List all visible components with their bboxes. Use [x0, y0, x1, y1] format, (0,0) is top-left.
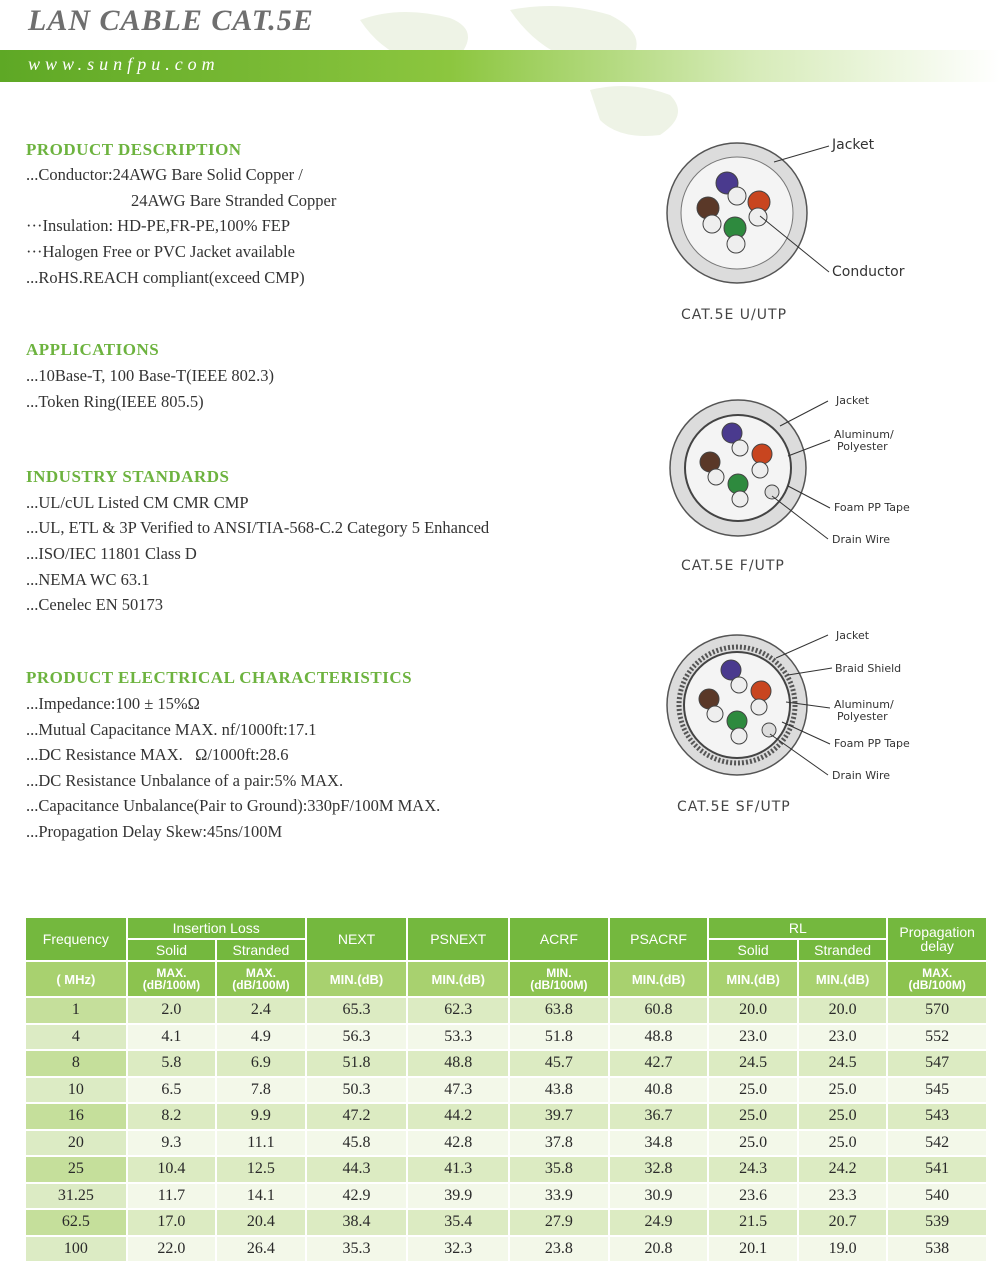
unit-psnext: MIN.(dB): [408, 962, 508, 996]
value-cell: 25.0: [799, 1078, 886, 1103]
header-delay-label: delay: [920, 938, 954, 954]
frequency-cell: 8: [26, 1051, 126, 1076]
standards-line: ...UL, ETL & 3P Verified to ANSI/TIA-568-C.2 Category 5 Enhanced: [26, 518, 490, 537]
value-cell: 12.5: [217, 1157, 305, 1182]
sfutp-label-braid-shield: Braid Shield: [835, 662, 902, 675]
table-row: [26, 1131, 986, 1156]
value-cell: 47.3: [408, 1078, 508, 1103]
header-psacrf: PSACRF: [610, 918, 708, 960]
value-cell: 23.8: [510, 1237, 608, 1262]
frequency-cell: 16: [26, 1104, 126, 1129]
header-il-stranded: Stranded: [217, 940, 305, 960]
header-rl-solid: Solid: [709, 940, 796, 960]
value-cell: 63.8: [510, 998, 608, 1023]
value-cell: 11.7: [128, 1184, 215, 1209]
table-row: [26, 1157, 986, 1182]
value-cell: 541: [888, 1157, 986, 1182]
value-cell: 32.8: [610, 1157, 708, 1182]
value-cell: 51.8: [510, 1025, 608, 1050]
utp-caption: CAT.5E U/UTP: [681, 307, 788, 323]
electrical-line: ...Propagation Delay Skew:45ns/100M: [26, 822, 283, 841]
standards-line: ...UL/cUL Listed CM CMR CMP: [26, 493, 249, 512]
description-line: ...Conductor:24AWG Bare Solid Copper /: [26, 165, 303, 184]
value-cell: 570: [888, 998, 986, 1023]
description-line: ···Insulation: HD-PE,FR-PE,100% FEP: [26, 216, 290, 235]
header-next: NEXT: [307, 918, 407, 960]
unit-il-solid: [128, 962, 215, 996]
value-cell: 32.3: [408, 1237, 508, 1262]
header-insertion-loss: Insertion Loss: [128, 918, 305, 938]
value-cell: 42.9: [307, 1184, 407, 1209]
value-cell: 19.0: [799, 1237, 886, 1262]
value-cell: 8.2: [128, 1104, 215, 1129]
value-cell: 42.8: [408, 1131, 508, 1156]
standards-line: ...Cenelec EN 50173: [26, 595, 164, 614]
value-cell: 25.0: [709, 1078, 796, 1103]
value-cell: 62.3: [408, 998, 508, 1023]
unit-db-label: (dB/100M): [232, 978, 290, 992]
frequency-cell: 20: [26, 1131, 126, 1156]
sfutp-label-foam-tape: Foam PP Tape: [834, 737, 910, 750]
value-cell: 20.0: [709, 998, 796, 1023]
value-cell: 24.5: [799, 1051, 886, 1076]
unit-db-label: (dB/100M): [530, 978, 588, 992]
electrical-heading: PRODUCT ELECTRICAL CHARACTERISTICS: [26, 668, 413, 687]
frequency-cell: 25: [26, 1157, 126, 1182]
value-cell: 20.7: [799, 1210, 886, 1235]
header-rl-stranded: Stranded: [799, 940, 886, 960]
value-cell: 25.0: [799, 1104, 886, 1129]
table-row: [26, 1237, 986, 1262]
value-cell: 22.0: [128, 1237, 215, 1262]
description-heading: PRODUCT DESCRIPTION: [26, 140, 242, 159]
value-cell: 7.8: [217, 1078, 305, 1103]
value-cell: 30.9: [610, 1184, 708, 1209]
applications-line: ...10Base-T, 100 Base-T(IEEE 802.3): [26, 366, 275, 385]
table-row: [26, 1104, 986, 1129]
value-cell: 36.7: [610, 1104, 708, 1129]
value-cell: 44.3: [307, 1157, 407, 1182]
applications-heading: APPLICATIONS: [26, 340, 160, 359]
value-cell: 20.4: [217, 1210, 305, 1235]
value-cell: 4.1: [128, 1025, 215, 1050]
value-cell: 23.3: [799, 1184, 886, 1209]
electrical-line: ...DC Resistance Unbalance of a pair:5% MAX.: [26, 771, 344, 790]
value-cell: 542: [888, 1131, 986, 1156]
header-frequency: Frequency: [26, 918, 126, 960]
value-cell: 41.3: [408, 1157, 508, 1182]
value-cell: 53.3: [408, 1025, 508, 1050]
futp-label-polyester: Polyester: [837, 440, 888, 453]
value-cell: 539: [888, 1210, 986, 1235]
table-row: [26, 1184, 986, 1209]
value-cell: 25.0: [709, 1104, 796, 1129]
value-cell: 6.5: [128, 1078, 215, 1103]
futp-label-foam-tape: Foam PP Tape: [834, 501, 910, 514]
value-cell: 20.8: [610, 1237, 708, 1262]
applications-line: ...Token Ring(IEEE 805.5): [26, 392, 204, 411]
futp-cable-diagram: [668, 396, 848, 556]
page-title: LAN CABLE CAT.5E: [28, 4, 314, 37]
value-cell: 45.7: [510, 1051, 608, 1076]
frequency-cell: 31.25: [26, 1184, 126, 1209]
value-cell: 43.8: [510, 1078, 608, 1103]
value-cell: 9.3: [128, 1131, 215, 1156]
value-cell: 38.4: [307, 1210, 407, 1235]
value-cell: 47.2: [307, 1104, 407, 1129]
spec-table-body: [26, 998, 986, 1261]
electrical-line: ...Impedance:100 ± 15%Ω: [26, 694, 200, 713]
value-cell: 23.0: [709, 1025, 796, 1050]
value-cell: 552: [888, 1025, 986, 1050]
value-cell: 11.1: [217, 1131, 305, 1156]
value-cell: 42.7: [610, 1051, 708, 1076]
sfutp-caption: CAT.5E SF/UTP: [677, 799, 791, 815]
unit-rl-solid: MIN.(dB): [709, 962, 796, 996]
unit-acrf: [510, 962, 608, 996]
futp-label-jacket: Jacket: [836, 394, 870, 407]
frequency-cell: 1: [26, 998, 126, 1023]
sfutp-label-aluminum: Aluminum/: [834, 698, 894, 711]
utp-cable-diagram: [664, 140, 994, 300]
value-cell: 5.8: [128, 1051, 215, 1076]
value-cell: 33.9: [510, 1184, 608, 1209]
frequency-cell: 10: [26, 1078, 126, 1103]
value-cell: 540: [888, 1184, 986, 1209]
standards-line: ...ISO/IEC 11801 Class D: [26, 544, 197, 563]
value-cell: 14.1: [217, 1184, 305, 1209]
value-cell: 35.4: [408, 1210, 508, 1235]
unit-il-stranded: [217, 962, 305, 996]
value-cell: 24.3: [709, 1157, 796, 1182]
table-row: [26, 998, 986, 1023]
value-cell: 21.5: [709, 1210, 796, 1235]
electrical-line: ...Capacitance Unbalance(Pair to Ground):330pF/100M MAX.: [26, 796, 441, 815]
value-cell: 65.3: [307, 998, 407, 1023]
value-cell: 26.4: [217, 1237, 305, 1262]
table-row: [26, 1025, 986, 1050]
header-propagation-label: Propagation: [899, 924, 975, 940]
value-cell: 17.0: [128, 1210, 215, 1235]
unit-max-label: MAX.: [922, 966, 953, 980]
sfutp-label-polyester: Polyester: [837, 710, 888, 723]
value-cell: 4.9: [217, 1025, 305, 1050]
unit-rl-stranded: MIN.(dB): [799, 962, 886, 996]
futp-label-aluminum: Aluminum/: [834, 428, 894, 441]
value-cell: 35.3: [307, 1237, 407, 1262]
website-banner: [0, 50, 1000, 82]
value-cell: 9.9: [217, 1104, 305, 1129]
header-acrf: ACRF: [510, 918, 608, 960]
value-cell: 23.0: [799, 1025, 886, 1050]
value-cell: 25.0: [709, 1131, 796, 1156]
value-cell: 34.8: [610, 1131, 708, 1156]
frequency-cell: 100: [26, 1237, 126, 1262]
table-row: [26, 1078, 986, 1103]
table-row: [26, 1210, 986, 1235]
value-cell: 25.0: [799, 1131, 886, 1156]
website-url[interactable]: www.sunfpu.com: [28, 54, 220, 74]
value-cell: 50.3: [307, 1078, 407, 1103]
futp-label-drain-wire: Drain Wire: [832, 533, 890, 546]
value-cell: 48.8: [408, 1051, 508, 1076]
header-rl: RL: [709, 918, 886, 938]
header-propagation-delay: [888, 918, 986, 960]
value-cell: 44.2: [408, 1104, 508, 1129]
unit-psacrf: MIN.(dB): [610, 962, 708, 996]
header-psnext: PSNEXT: [408, 918, 508, 960]
value-cell: 6.9: [217, 1051, 305, 1076]
value-cell: 40.8: [610, 1078, 708, 1103]
value-cell: 39.7: [510, 1104, 608, 1129]
unit-frequency: ( MHz): [26, 962, 126, 996]
value-cell: 543: [888, 1104, 986, 1129]
unit-db-label: (dB/100M): [908, 978, 966, 992]
value-cell: 27.9: [510, 1210, 608, 1235]
sfutp-label-drain-wire: Drain Wire: [832, 769, 890, 782]
value-cell: 20.0: [799, 998, 886, 1023]
utp-label-conductor: Conductor: [832, 264, 905, 280]
utp-label-jacket: Jacket: [832, 137, 875, 153]
description-line: ...RoHS.REACH compliant(exceed CMP): [26, 268, 305, 287]
description-line: 24AWG Bare Stranded Copper: [131, 191, 337, 210]
unit-next: MIN.(dB): [307, 962, 407, 996]
unit-prop-delay: [888, 962, 986, 996]
spec-table: [24, 916, 988, 1263]
electrical-line: ...DC Resistance MAX. Ω/1000ft:28.6: [26, 745, 289, 764]
value-cell: 24.5: [709, 1051, 796, 1076]
table-row: [26, 1051, 986, 1076]
value-cell: 538: [888, 1237, 986, 1262]
description-line: ···Halogen Free or PVC Jacket available: [26, 242, 295, 261]
standards-line: ...NEMA WC 63.1: [26, 570, 150, 589]
value-cell: 10.4: [128, 1157, 215, 1182]
value-cell: 56.3: [307, 1025, 407, 1050]
futp-caption: CAT.5E F/UTP: [681, 558, 785, 574]
value-cell: 545: [888, 1078, 986, 1103]
value-cell: 51.8: [307, 1051, 407, 1076]
value-cell: 60.8: [610, 998, 708, 1023]
frequency-cell: 4: [26, 1025, 126, 1050]
value-cell: 2.4: [217, 998, 305, 1023]
standards-heading: INDUSTRY STANDARDS: [26, 467, 230, 486]
value-cell: 39.9: [408, 1184, 508, 1209]
value-cell: 48.8: [610, 1025, 708, 1050]
electrical-line: ...Mutual Capacitance MAX. nf/1000ft:17.1: [26, 720, 317, 739]
header-il-solid: Solid: [128, 940, 215, 960]
value-cell: 37.8: [510, 1131, 608, 1156]
unit-max-label: MAX.: [156, 966, 187, 980]
value-cell: 24.9: [610, 1210, 708, 1235]
value-cell: 547: [888, 1051, 986, 1076]
value-cell: 35.8: [510, 1157, 608, 1182]
sfutp-label-jacket: Jacket: [836, 629, 870, 642]
value-cell: 2.0: [128, 998, 215, 1023]
unit-max-label: MAX.: [245, 966, 276, 980]
sfutp-cable-diagram: [664, 630, 844, 795]
unit-db-label: (dB/100M): [142, 978, 201, 992]
value-cell: 24.2: [799, 1157, 886, 1182]
value-cell: 45.8: [307, 1131, 407, 1156]
frequency-cell: 62.5: [26, 1210, 126, 1235]
value-cell: 20.1: [709, 1237, 796, 1262]
unit-min-label: MIN.: [546, 966, 572, 980]
value-cell: 23.6: [709, 1184, 796, 1209]
